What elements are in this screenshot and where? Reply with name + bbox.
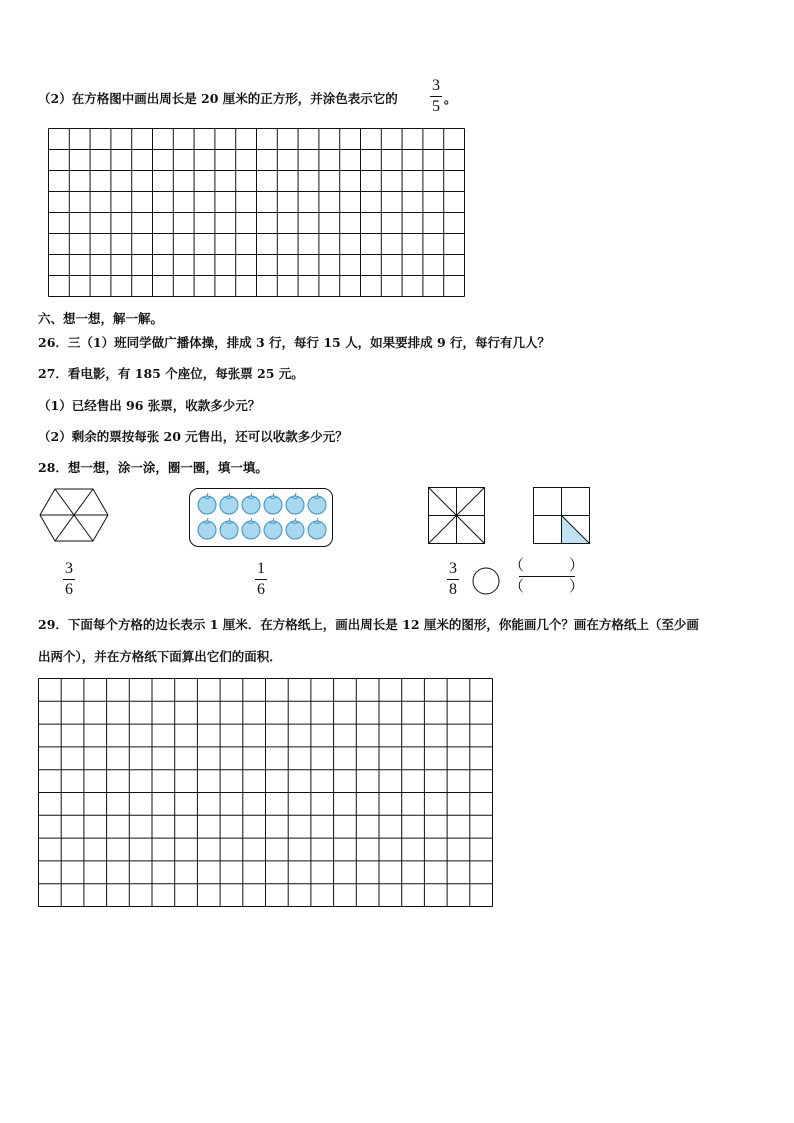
compare-circle[interactable] bbox=[471, 566, 501, 600]
quarter-square[interactable] bbox=[533, 487, 591, 549]
q25-2-text: （2）在方格图中画出周长是 20 厘米的正方形，并涂色表示它的 bbox=[38, 91, 398, 106]
apple-icon bbox=[220, 493, 238, 514]
q25-2-fraction: 3 5 bbox=[432, 77, 440, 115]
grid-lines bbox=[48, 128, 466, 299]
apple-icon bbox=[198, 518, 216, 539]
q26-text: 26．三（1）班同学做广播体操，排成 3 行，每行 15 人，如果要排成 9 行，每行有几人？ bbox=[38, 335, 550, 350]
square-grid-small[interactable] bbox=[48, 128, 466, 299]
apple-icon bbox=[308, 518, 326, 539]
circle-icon bbox=[471, 566, 501, 596]
q25-2-text-end: 。 bbox=[444, 91, 457, 106]
apple-icon bbox=[286, 518, 304, 539]
hexagon-figure[interactable] bbox=[38, 486, 110, 550]
apples-fraction: 1 6 bbox=[257, 560, 265, 598]
apple-icon bbox=[308, 493, 326, 514]
q29-line2: 出两个），并在方格纸下面算出它们的面积． bbox=[38, 649, 282, 664]
octant-square[interactable] bbox=[428, 487, 486, 549]
quarter-square-shape bbox=[533, 487, 591, 545]
q29-line1: 29．下面每个方格的边长表示 1 厘米．在方格纸上，画出周长是 12 厘米的图形，你能画几个？画在方格纸上（至少画 bbox=[38, 617, 699, 632]
q27-sub1: （1）已经售出 96 张票，收款多少元？ bbox=[38, 398, 261, 413]
octant-square-shape bbox=[428, 487, 486, 545]
square-grid-large[interactable] bbox=[38, 678, 496, 908]
apples-box[interactable] bbox=[189, 488, 334, 552]
apple-icon bbox=[220, 518, 238, 539]
apple-icon bbox=[198, 493, 216, 514]
octant-fraction: 3 8 bbox=[449, 560, 457, 598]
q27-sub2: （2）剩余的票按每张 20 元售出，还可以收款多少元？ bbox=[38, 429, 348, 444]
apple-icon bbox=[286, 493, 304, 514]
apple-icon bbox=[242, 493, 260, 514]
apples-group bbox=[189, 488, 334, 548]
answer-fraction-blank[interactable]: （ ） （ ） bbox=[509, 558, 585, 595]
apple-icon bbox=[242, 518, 260, 539]
q27-text: 27．看电影，有 185 个座位，每张票 25 元。 bbox=[38, 366, 304, 381]
apple-icon bbox=[264, 518, 282, 539]
q28-text: 28．想一想，涂一涂，圈一圈，填一填。 bbox=[38, 460, 268, 475]
hexagon-shape bbox=[38, 486, 110, 546]
hexagon-fraction: 3 6 bbox=[65, 560, 73, 598]
apple-icon bbox=[264, 493, 282, 514]
grid-lines bbox=[38, 678, 496, 908]
section-title: 六、想一想，解一解。 bbox=[38, 311, 164, 326]
